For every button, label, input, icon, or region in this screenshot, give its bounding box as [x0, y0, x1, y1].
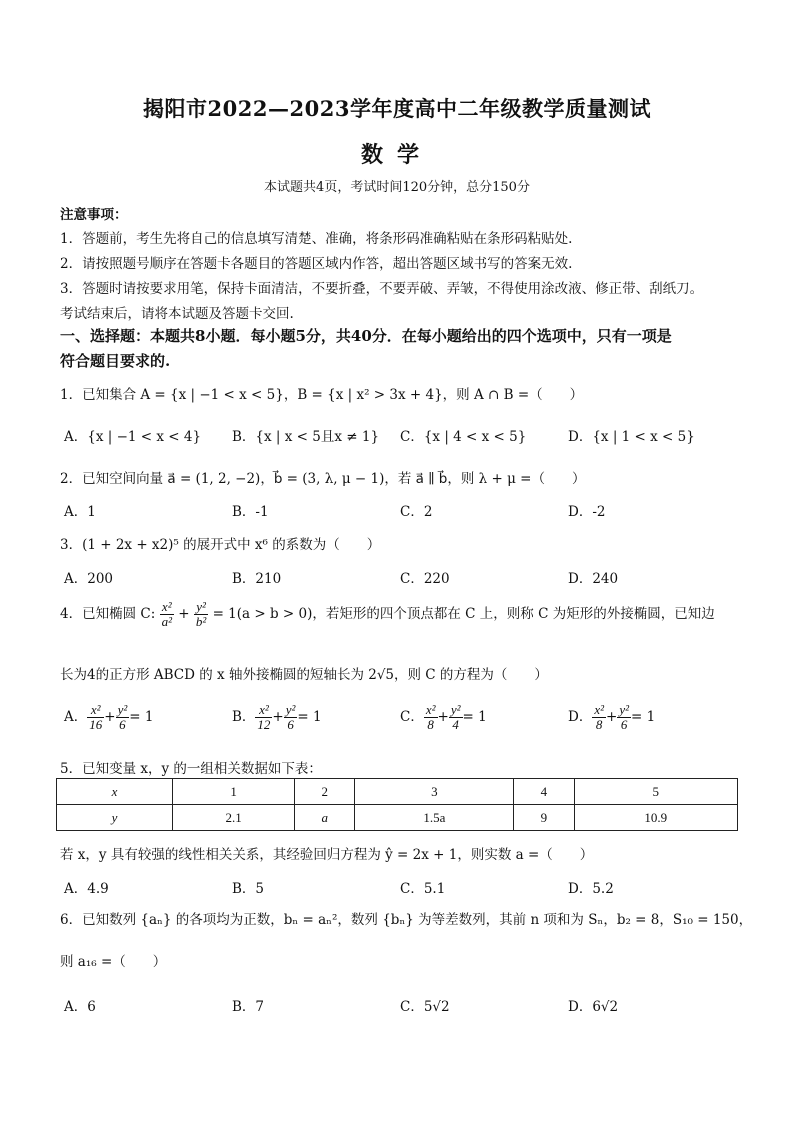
q6-option-b: B．7: [232, 999, 265, 1015]
note-3: 3．答题时请按要求用笔，保持卡面清洁，不要折叠，不要弄破、弄皱，不得使用涂改液、修正带、刮纸刀。: [60, 281, 704, 297]
q6-option-d: D．6√2: [568, 999, 619, 1015]
q3-option-a: A．200: [64, 571, 114, 587]
q2-option-d: D．-2: [568, 504, 606, 520]
notes-heading: 注意事项：: [60, 207, 128, 223]
q5-data-table: [56, 778, 738, 831]
q4-stem-post: = 1(a > b > 0)，若矩形的四个顶点都在 C 上，则称 C 为矩形的外接椭圆，已知边: [212, 606, 715, 622]
q6-stem: 6．已知数列 {aₙ} 的各项均为正数，bₙ = aₙ²，数列 {bₙ} 为等差数列，其前 n 项和为 Sₙ，b₂ = 8，S₁₀ = 150，: [60, 912, 753, 928]
table-cell: a: [295, 805, 355, 831]
note-2: 2．请按照题号顺序在答题卡各题目的答题区域内作答，超出答题区域书写的答案无效.: [60, 256, 573, 272]
q1-option-d: D．{x | 1 < x < 5}: [568, 429, 695, 445]
table-cell: 2.1: [173, 805, 295, 831]
note-4: 考试结束后，请将本试题及答题卡交回.: [60, 306, 294, 322]
q1-option-c: C．{x | 4 < x < 5}: [400, 429, 527, 445]
table-row: [57, 805, 738, 831]
q4-plus: +: [178, 606, 190, 622]
subject-title: 数学: [360, 142, 433, 168]
q4-stem-pre: 4．已知椭圆 C:: [60, 606, 156, 622]
q4-fraction-y: $\frac{\text{y²}}{\text{b²}}$: [195, 599, 207, 629]
table-cell: 5: [574, 779, 737, 805]
q5-stem: 5．已知变量 x，y 的一组相关数据如下表：: [60, 761, 322, 777]
q3-option-d: D．240: [568, 571, 619, 587]
q2-option-b: B．-1: [232, 504, 269, 520]
q5-option-d: D．5.2: [568, 881, 614, 897]
table-cell: 2: [295, 779, 355, 805]
q5-option-a: A．4.9: [64, 881, 109, 897]
table-row: [57, 779, 738, 805]
table-cell: 9: [514, 805, 574, 831]
q5-option-c: C．5.1: [400, 881, 446, 897]
q4-stem: [60, 600, 715, 629]
q5-stem-2: 若 x，y 具有较强的线性相关关系，其经验回归方程为 ŷ = 2x + 1，则实数 a =（ ）: [60, 847, 594, 863]
q6-option-c: C．5√2: [400, 999, 450, 1015]
q3-option-c: C．220: [400, 571, 450, 587]
table-cell: 10.9: [574, 805, 737, 831]
table-cell: y: [57, 805, 173, 831]
q4-option-b: B． $\frac{\text{x²}}{12}$ + $\frac{\text{y²}}{6}$ = 1: [232, 702, 322, 732]
q4-stem-line2: 长为4的正方形 ABCD 的 x 轴外接椭圆的短轴长为 2√5，则 C 的方程为（ ）: [60, 667, 548, 683]
q5-option-b: B．5: [232, 881, 265, 897]
q4-option-d: D． $\frac{\text{x²}}{8}$ + $\frac{\text{y²}}{6}$ = 1: [568, 702, 656, 732]
q4-option-c: C． $\frac{\text{x²}}{8}$ + $\frac{\text{y²}}{4}$ = 1: [400, 702, 487, 732]
q2-stem: 2．已知空间向量 a⃗ = (1, 2, −2)，b⃗ = (3, λ, μ − 1)，若 a⃗ ∥ b⃗，则 λ + μ =（ ）: [60, 471, 586, 487]
table-cell: 1.5a: [355, 805, 514, 831]
q2-option-a: A．1: [64, 504, 96, 520]
q6-option-a: A．6: [64, 999, 96, 1015]
q4-fraction-x: $\frac{\text{x²}}{\text{a²}}$: [161, 599, 172, 629]
table-cell: 4: [514, 779, 574, 805]
section1-heading-line2: 符合题目要求的.: [60, 352, 171, 370]
q6-stem-2: 则 a₁₆ =（ ）: [60, 954, 167, 970]
q1-stem: 1．已知集合 A = {x | −1 < x < 5}，B = {x | x² > 3x + 4}，则 A ∩ B =（ ）: [60, 387, 584, 403]
exam-title: 揭阳市2022—2023学年度高中二年级教学质量测试: [143, 96, 651, 121]
q2-option-c: C．2: [400, 504, 433, 520]
q1-option-b: B．{x | x < 5且x ≠ 1}: [232, 429, 380, 445]
table-cell: 1: [173, 779, 295, 805]
q4-option-a: A． $\frac{\text{x²}}{16}$ + $\frac{\text{y²}}{6}$ = 1: [64, 702, 154, 732]
q1-option-a: A．{x | −1 < x < 4}: [64, 429, 202, 445]
q3-option-b: B．210: [232, 571, 282, 587]
note-1: 1．答题前，考生先将自己的信息填写清楚、准确，将条形码准确粘贴在条形码粘贴处.: [60, 231, 573, 247]
table-cell: 3: [355, 779, 514, 805]
section1-heading-line1: 一、选择题：本题共8小题．每小题5分，共40分．在每小题给出的四个选项中，只有一项是: [60, 327, 672, 345]
q3-stem: 3．(1 + 2x + x2)⁵ 的展开式中 x⁶ 的系数为（ ）: [60, 537, 381, 553]
exam-info: 本试题共4页，考试时间120分钟，总分150分: [264, 180, 530, 195]
table-cell: x: [57, 779, 173, 805]
